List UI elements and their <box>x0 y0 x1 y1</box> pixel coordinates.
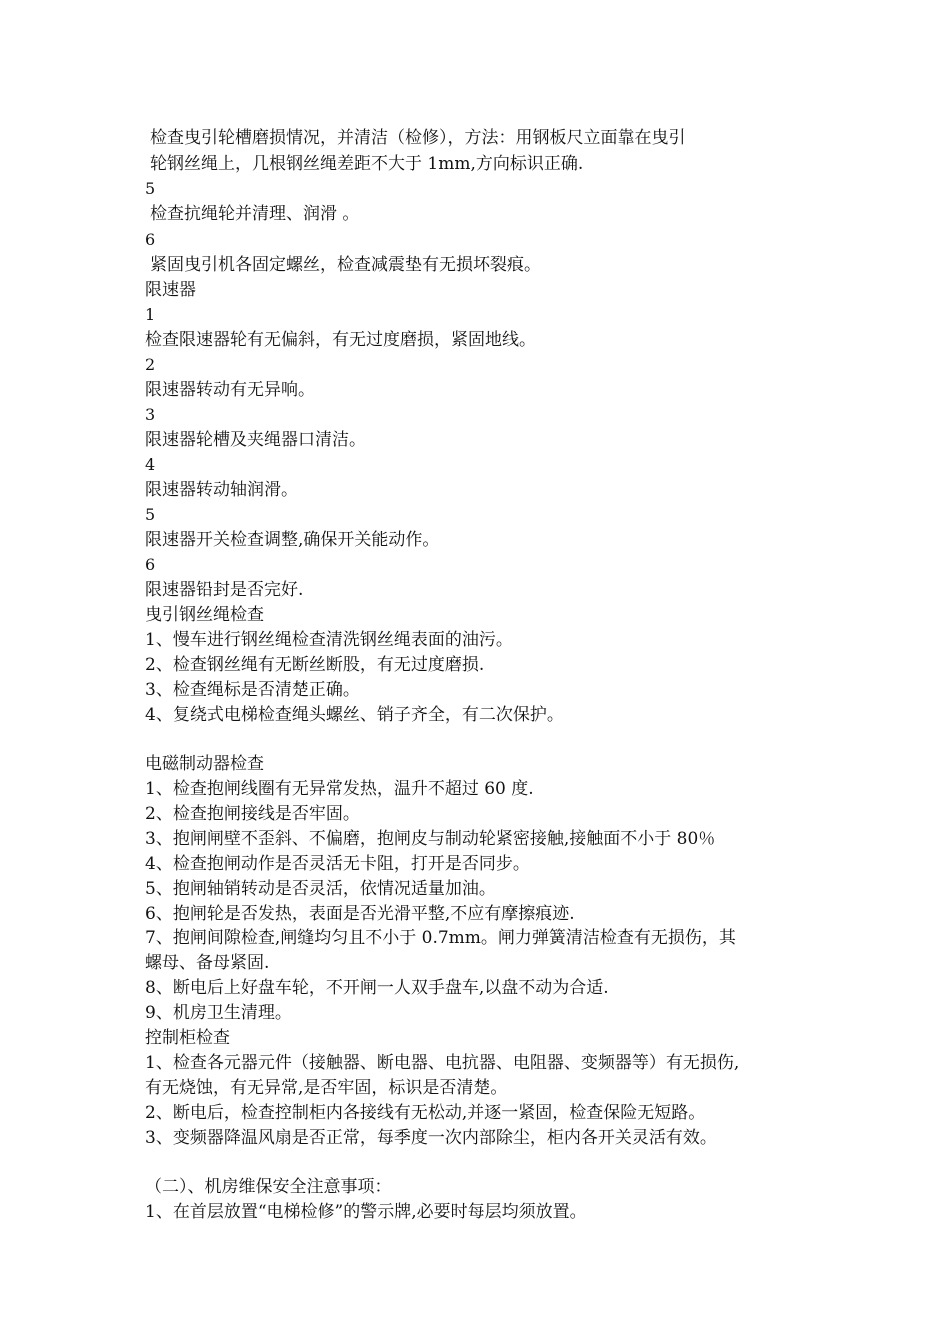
brake-item: 9、机房卫生清理。 <box>145 1003 292 1023</box>
traction-item5-text: 检查抗绳轮并清理、润滑 。 <box>150 204 360 224</box>
brake-item: 1、检查抱闸线圈有无异常发热，温升不超过 60 度. <box>145 779 534 799</box>
rope-heading: 曳引钢丝绳检查 <box>145 605 264 625</box>
governor-item-number: 1 <box>145 305 156 324</box>
governor-item-text: 检查限速器轮有无偏斜，有无过度磨损，紧固地线。 <box>145 330 536 350</box>
brake-item: 3、抱闸闸壁不歪斜、不偏磨，抱闸皮与制动轮紧密接触,接触面不小于 80％ <box>145 829 716 849</box>
brake-heading: 电磁制动器检查 <box>145 754 264 774</box>
traction-item6-number: 6 <box>145 230 156 249</box>
governor-heading: 限速器 <box>145 280 196 300</box>
brake-item: 6、抱闸轮是否发热，表面是否光滑平整,不应有摩擦痕迹. <box>145 904 575 924</box>
brake-item: 2、检查抱闸接线是否牢固。 <box>145 804 360 824</box>
governor-item-number: 2 <box>145 355 156 374</box>
traction-item4-line1: 检查曳引轮槽磨损情况，并清洁（检修），方法：用钢板尺立面靠在曳引 <box>150 128 686 148</box>
governor-item-text: 限速器轮槽及夹绳器口清洁。 <box>145 430 366 450</box>
cabinet-item: 3、变频器降温风扇是否正常，每季度一次内部除尘，柜内各开关灵活有效。 <box>145 1128 717 1148</box>
governor-item-text: 限速器开关检查调整,确保开关能动作。 <box>145 530 440 550</box>
brake-item: 5、抱闸轴销转动是否灵活，依情况适量加油。 <box>145 879 496 899</box>
traction-item5-number: 5 <box>145 179 156 198</box>
safety-heading: （二）、机房维保安全注意事项： <box>145 1177 392 1197</box>
rope-item: 3、检查绳标是否清楚正确。 <box>145 680 360 700</box>
cabinet-item-continued: 有无烧蚀，有无异常,是否牢固，标识是否清楚。 <box>145 1078 508 1098</box>
governor-item-text: 限速器铅封是否完好. <box>145 580 304 600</box>
cabinet-heading: 控制柜检查 <box>145 1028 230 1048</box>
governor-item-number: 5 <box>145 505 156 524</box>
brake-item: 7、抱闸间隙检查,闸缝均匀且不小于 0.7mm。闸力弹簧清洁检查有无损伤，其 <box>145 928 736 948</box>
rope-item: 2、检查钢丝绳有无断丝断股，有无过度磨损. <box>145 655 485 675</box>
cabinet-item: 1、检查各元器元件（接触器、断电器、电抗器、电阻器、变频器等）有无损伤, <box>145 1053 740 1073</box>
rope-item: 4、复绕式电梯检查绳头螺丝、销子齐全，有二次保护。 <box>145 705 564 725</box>
rope-item: 1、慢车进行钢丝绳检查清洗钢丝绳表面的油污。 <box>145 630 513 650</box>
governor-item-text: 限速器转动轴润滑。 <box>145 480 298 500</box>
governor-item-number: 3 <box>145 405 156 424</box>
governor-item-text: 限速器转动有无异响。 <box>145 380 315 400</box>
brake-item: 8、断电后上好盘车轮，不开闸一人双手盘车,以盘不动为合适. <box>145 978 609 998</box>
brake-item-continued: 螺母、备母紧固. <box>145 953 270 973</box>
safety-item: 1、在首层放置“电梯检修”的警示牌,必要时每层均须放置。 <box>145 1202 587 1222</box>
governor-item-number: 4 <box>145 455 156 474</box>
traction-item4-line2: 轮钢丝绳上，几根钢丝绳差距不大于 1mm,方向标识正确. <box>150 154 584 174</box>
cabinet-item: 2、断电后，检查控制柜内各接线有无松动,并逐一紧固，检查保险无短路。 <box>145 1103 706 1123</box>
governor-item-number: 6 <box>145 555 156 574</box>
traction-item6-text: 紧固曳引机各固定螺丝，检查减震垫有无损坏裂痕。 <box>150 255 541 275</box>
brake-item: 4、检查抱闸动作是否灵活无卡阻，打开是否同步。 <box>145 854 530 874</box>
